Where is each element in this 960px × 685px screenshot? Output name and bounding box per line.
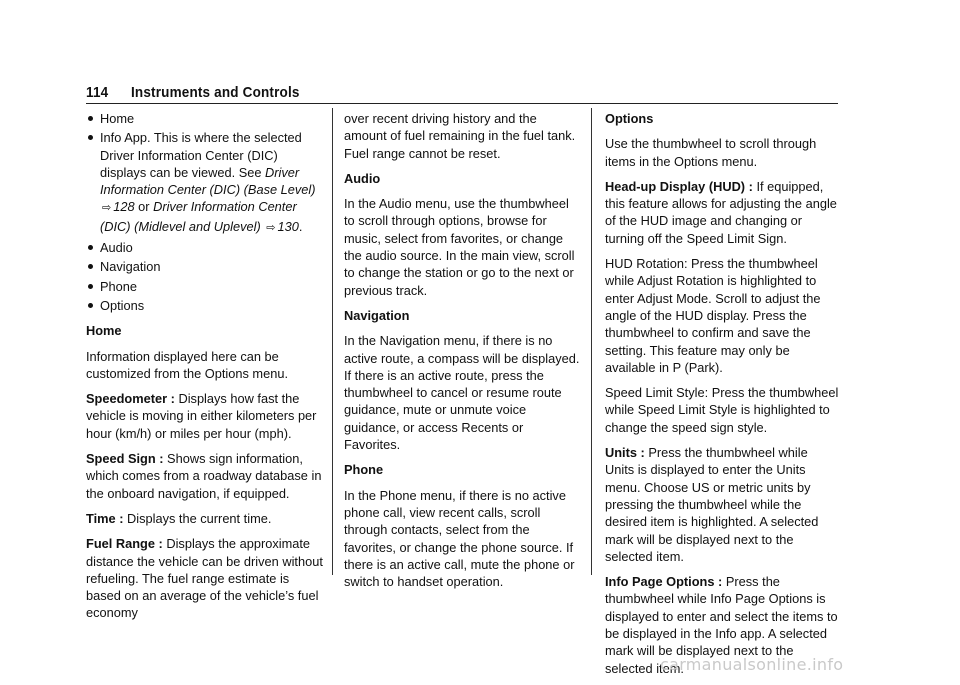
time-paragraph: Time : Displays the current time. xyxy=(86,510,272,526)
bullet-audio: Audio xyxy=(86,239,324,256)
navigation-heading: Navigation xyxy=(344,307,410,323)
phone-body: In the Phone menu, if there is no active phone call, view recent calls, scroll through contacts, select from the favorites, or change the phone source. If there is an active call, mute the phone or switch to handset operation. xyxy=(344,487,575,590)
fuel-range-paragraph: Fuel Range : Displays the approximate distance the vehicle can be driven without refueling. The fuel range estimate is based on an average of the vehicle’s fuel economy xyxy=(86,536,323,621)
speed-sign-term: Speed Sign : xyxy=(86,451,164,467)
phone-heading: Phone xyxy=(344,462,384,478)
bullet-info-app: Info App. This is where the selected Driver Information Center (DIC) displays can be viewed. See Driver Information Center (DIC) (Base Level) ⇨ 128 or Driver Information Center (DIC) (Midlevel and Uplevel) ⇨ 130. xyxy=(86,129,324,237)
hud-term: Head-up Display (HUD) : xyxy=(605,178,753,194)
menu-bullet-list xyxy=(86,110,324,314)
home-body: Information displayed here can be customized from the Options menu. xyxy=(86,348,288,381)
speedometer-paragraph: Speedometer : Displays how fast the vehicle is moving in either kilometers per hour (km/h) or miles per hour (mph). xyxy=(86,391,317,441)
hud-paragraph: Head-up Display (HUD) : If equipped, this feature allows for adjusting the angle of the HUD image and changing or turning off the Speed Limit Sign. xyxy=(605,178,837,246)
home-heading: Home xyxy=(86,323,122,339)
page-ref-icon: ⇨ xyxy=(102,202,112,215)
xref-base-level[interactable]: Driver Information Center (DIC) (Base Level) xyxy=(100,164,316,198)
speedometer-term: Speedometer : xyxy=(86,391,175,407)
column-1 xyxy=(86,110,324,630)
speed-sign-paragraph: Speed Sign : Shows sign information, which comes from a roadway database in the onboard navigation, if equipped. xyxy=(86,451,322,501)
audio-heading: Audio xyxy=(344,170,381,186)
bullet-home: Home xyxy=(86,110,324,127)
column-3 xyxy=(605,110,840,685)
bullet-phone: Phone xyxy=(86,278,324,295)
info-page-options-term: Info Page Options : xyxy=(605,574,723,590)
page-ref-icon: ⇨ xyxy=(266,221,276,234)
column-divider-2 xyxy=(591,108,592,575)
options-heading: Options xyxy=(605,111,654,126)
fuel-range-continued: over recent driving history and the amount of fuel remaining in the fuel tank. Fuel range cannot be reset. xyxy=(344,111,576,161)
bullet-navigation: Navigation xyxy=(86,258,324,275)
column-2 xyxy=(344,110,580,598)
bullet-options: Options xyxy=(86,297,324,314)
section-title: Instruments and Controls xyxy=(131,84,300,101)
time-term: Time : xyxy=(86,510,124,526)
hud-rotation-paragraph: HUD Rotation: Press the thumbwheel while Adjust Rotation is highlighted to enter Adjust Mode. Scroll to adjust the angle of the HUD display. Press the thumbwheel to confirm and save the setting. This feature may only be available in P (Park). xyxy=(605,256,821,375)
watermark: carmanualsonline.info xyxy=(660,655,844,674)
page-ref-130[interactable]: 130 xyxy=(277,218,299,234)
xref-midlevel-uplevel[interactable]: Driver Information Center (DIC) (Midlevel and Uplevel) xyxy=(100,199,297,234)
audio-body: In the Audio menu, use the thumbwheel to scroll through options, browse for music, select from favorites, or change the audio source. In the main view, scroll to change the station or go to the next or previous track. xyxy=(344,196,575,298)
navigation-body: In the Navigation menu, if there is no active route, a compass will be displayed. If there is an active route, press the thumbwheel to cancel or resume route guidance, mute or unmute voice guidance, or access Recents or Favorites. xyxy=(344,333,580,453)
page-ref-128[interactable]: 128 xyxy=(113,199,135,215)
speed-limit-style-paragraph: Speed Limit Style: Press the thumbwheel while Speed Limit Style is highlighted to change the speed sign style. xyxy=(605,385,839,435)
header-rule xyxy=(86,103,838,104)
page-number: 114 xyxy=(86,84,109,101)
units-paragraph: Units : Press the thumbwheel while Units is displayed to enter the Units menu. Choose US or metric units by pressing the thumbwheel while the desired item is highlighted. A selected mark will be displayed next to the selected item. xyxy=(605,445,819,564)
info-page-options-paragraph: Info Page Options : Press the thumbwheel while Info Page Options is displayed to enter and select the items to be displayed in the Info app. A selected mark will be displayed next to the selected item. xyxy=(605,574,838,676)
fuel-range-term: Fuel Range : xyxy=(86,536,163,552)
options-body: Use the thumbwheel to scroll through items in the Options menu. xyxy=(605,136,817,169)
column-divider-1 xyxy=(332,108,333,575)
units-term: Units : xyxy=(605,445,645,461)
